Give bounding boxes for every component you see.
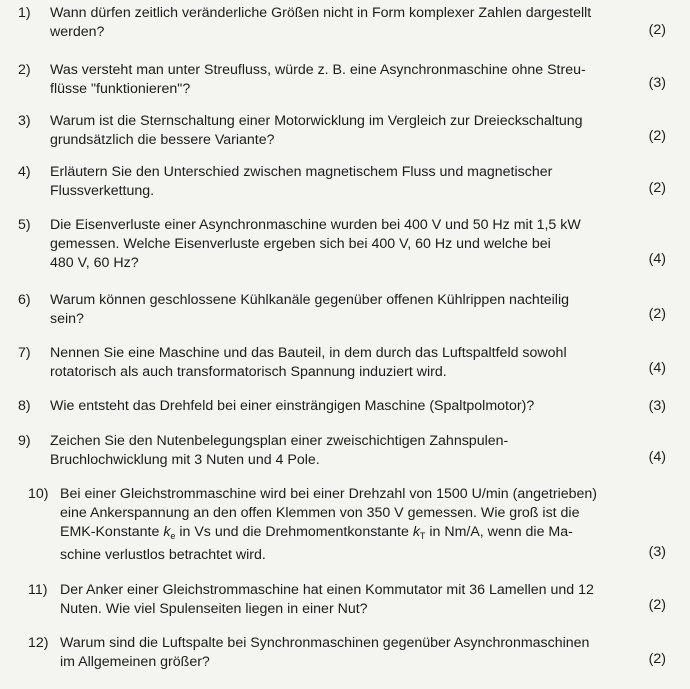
question-line: schine verlustlos betrachtet wird. [60,547,266,563]
question-number: 9) [18,433,31,449]
question-line: Der Anker einer Gleichstrommaschine hat einen Kommutator mit 36 Lamellen und 12 [60,582,594,598]
question-number: 1) [18,5,31,21]
question-text [50,216,640,273]
question-number: 5) [18,217,31,233]
question-line: gemessen. Welche Eisenverluste ergeben sich bei 400 V, 60 Hz und welche bei [50,236,551,252]
question-line: im Allgemeinen größer? [60,654,210,670]
question-line: Erläutern Sie den Unterschied zwischen magnetischem Fluss und magnetischer [50,164,553,180]
question-points: (2) [648,180,666,196]
question-text [50,344,640,382]
question-points: (4) [648,360,666,376]
question-line: 480 V, 60 Hz? [50,255,139,271]
question-text [60,634,650,672]
question-number: 12) [28,635,49,651]
question-line: Warum ist die Sternschaltung einer Motorwicklung im Vergleich zur Dreieckschaltung [50,113,583,129]
question-points: (2) [648,597,666,613]
line-text: EMK-Konstante [60,524,164,540]
question-text [50,61,640,99]
question-number: 3) [18,113,31,129]
question-number: 2) [18,62,31,78]
question-line: Bei einer Gleichstrommaschine wird bei einer Drehzahl von 1500 U/min (angetrieben) [60,486,598,502]
question-points: (2) [648,306,666,322]
question-number: 10) [28,486,49,502]
question-points: (3) [648,544,666,560]
question-line: Wann dürfen zeitlich veränderliche Größen nicht in Form komplexer Zahlen dargestellt [50,5,592,21]
question-line: rotatorisch als auch transformatorisch Spannung induziert wird. [50,364,447,380]
question-points: (4) [648,251,666,267]
question-number: 11) [28,582,48,598]
question-line: eine Ankerspannung an den offen Klemmen von 350 V gemessen. Wie groß ist die [60,505,580,521]
question-points: (2) [648,128,666,144]
question-line: Nennen Sie eine Maschine und das Bauteil, in dem durch das Luftspaltfeld sowohl [50,345,567,361]
question-points: (3) [648,398,666,414]
question-line: sein? [50,311,84,327]
question-line: Flussverkettung. [50,183,155,199]
question-number: 8) [18,398,31,414]
torque-constant-subscript: T [419,531,426,541]
question-line: werden? [50,24,105,40]
question-points: (2) [648,651,666,667]
question-number: 4) [18,164,31,180]
line-text: in Vs und die Drehmomentkonstante [175,524,413,540]
line-text: in Nm/A, wenn die Ma- [425,524,573,540]
question-line: grundsätzlich die bessere Variante? [50,132,275,148]
emk-constant-symbol: k [163,524,171,540]
question-text [50,163,640,201]
question-points: (2) [648,22,666,38]
question-line-with-constants [60,523,650,546]
question-line: Wie entsteht das Drehfeld bei einer einsträngigen Maschine (Spaltpolmotor)? [50,398,535,414]
question-points: (3) [648,75,666,91]
question-line: Nuten. Wie viel Spulenseiten liegen in einer Nut? [60,601,368,617]
torque-constant-symbol: k [412,524,420,540]
question-points: (4) [648,449,666,465]
question-text [60,581,650,619]
question-line: Was versteht man unter Streufluss, würde z. B. eine Asynchronmaschine ohne Streu- [50,62,586,78]
question-text [50,397,640,416]
question-line: Die Eisenverluste einer Asynchronmaschine wurden bei 400 V und 50 Hz mit 1,5 kW [50,217,581,233]
question-text [50,291,640,329]
question-text [50,112,640,150]
question-text [50,4,640,42]
question-text [60,485,650,565]
question-number: 6) [18,292,31,308]
question-line: flüsse "funktionieren"? [50,81,191,97]
question-line: Zeichen Sie den Nutenbelegungsplan einer zweischichtigen Zahnspulen- [50,433,509,449]
emk-constant-subscript: e [170,531,176,541]
question-number: 7) [18,345,31,361]
question-line: Warum sind die Luftspalte bei Synchronmaschinen gegenüber Asynchronmaschinen [60,635,590,651]
question-text [50,432,640,470]
question-line: Warum können geschlossene Kühlkanäle gegenüber offenen Kühlrippen nachteilig [50,292,569,308]
question-line: Bruchlochwicklung mit 3 Nuten und 4 Pole. [50,452,320,468]
